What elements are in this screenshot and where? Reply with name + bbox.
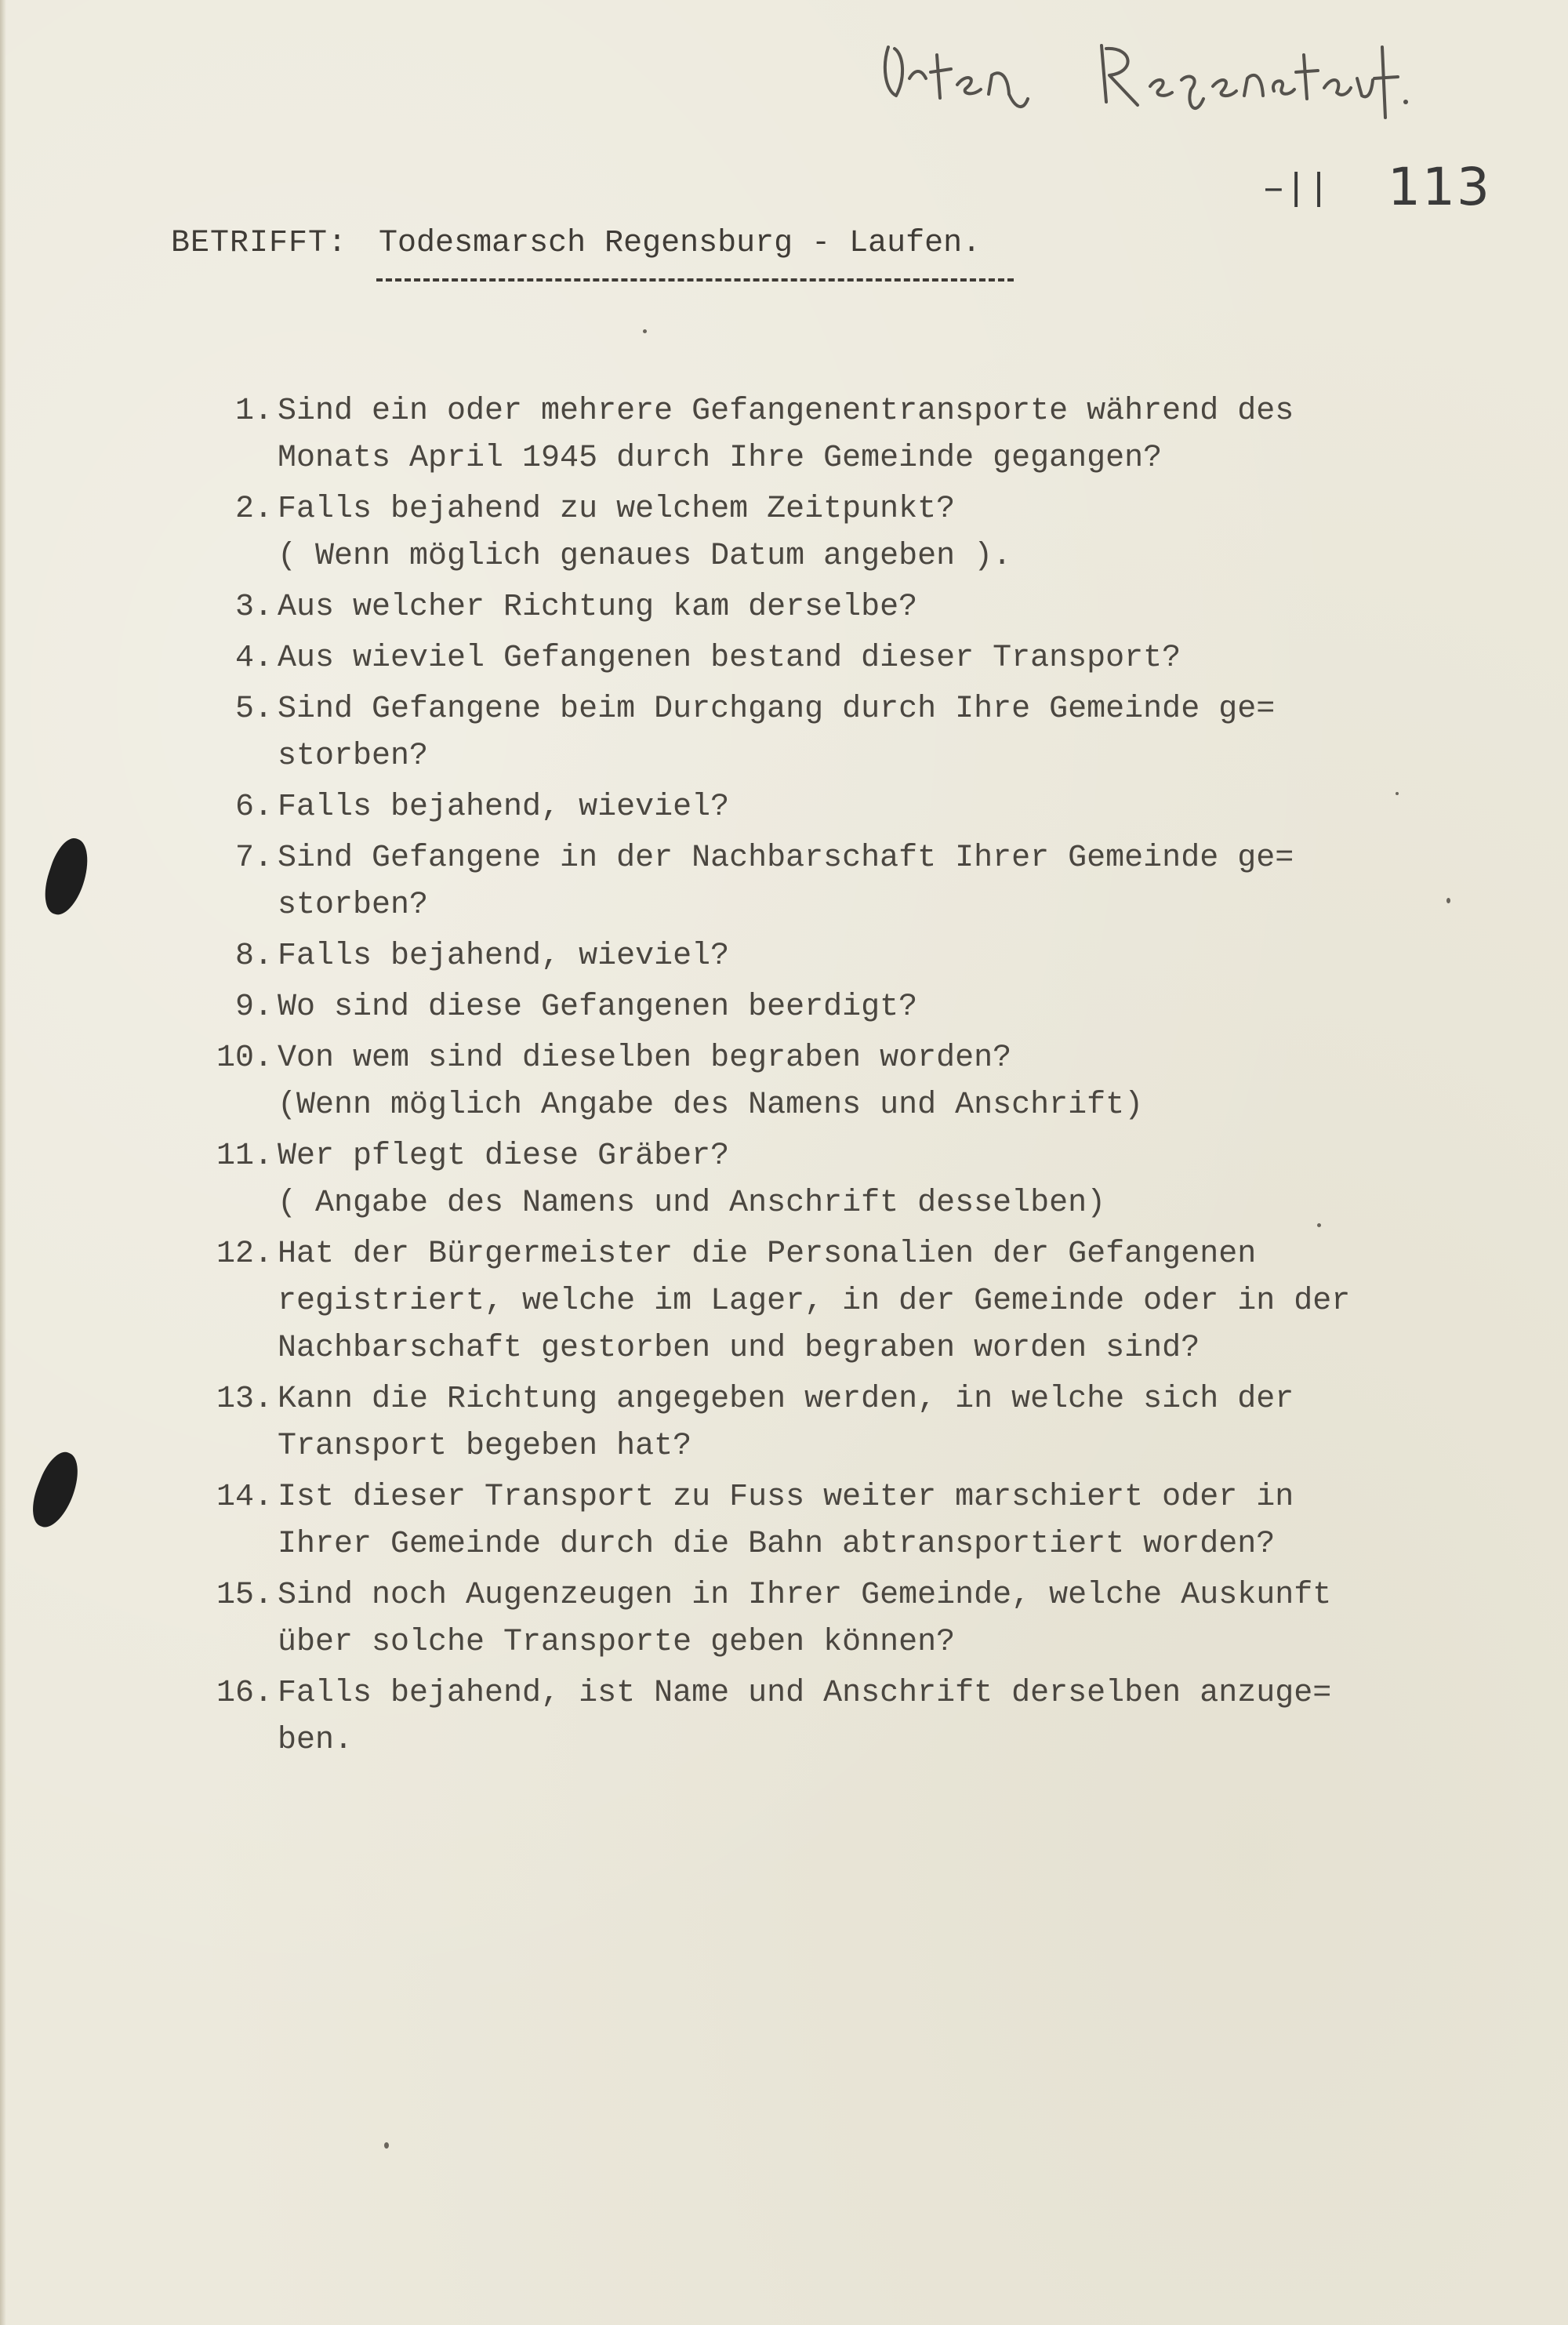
question-number: 5. [234,692,273,727]
question-text: Von wem sind dieselben begraben worden? (Wenn möglich Angabe des Namens und Anschrift) [278,1041,1144,1123]
question-number: 8. [234,939,273,974]
question-number: 14. [216,1480,273,1515]
page-number: 113 [1388,157,1491,217]
handwritten-annotation [874,24,1415,125]
question-text: Sind Gefangene in der Nachbarschaft Ihrer Gemeinde ge= storben? [278,841,1294,923]
subject-underline [376,278,1014,282]
question-item [188,1670,1458,1764]
subject-label: BETRIFFT: [171,226,348,261]
question-text: Hat der Bürgermeister die Personalien der Gefangenen registriert, welche im Lager, in der Gemeinde oder in der Nachbarschaft gestorben und begraben worden sind? [278,1237,1351,1366]
question-text: Ist dieser Transport zu Fuss weiter marschiert oder in Ihrer Gemeinde durch die Bahn abtransportiert worden? [278,1480,1294,1562]
question-item [188,1376,1458,1470]
paper-speck [1396,792,1399,795]
question-text: Aus welcher Richtung kam derselbe? [278,590,918,625]
question-text: Falls bejahend, wieviel? [278,790,730,825]
question-text: Falls bejahend, wieviel? [278,939,730,974]
question-item [188,933,1458,980]
question-number: 6. [234,790,273,825]
question-item [188,1035,1458,1129]
question-item [188,686,1458,780]
question-text: Sind Gefangene beim Durchgang durch Ihre Gemeinde ge= storben? [278,692,1276,774]
question-item [188,1133,1458,1227]
question-number: 1. [234,394,273,429]
paper-speck [1317,1223,1321,1227]
question-number: 9. [234,990,273,1025]
question-text: Wo sind diese Gefangenen beerdigt? [278,990,918,1025]
question-item [188,388,1458,482]
question-item [188,584,1458,631]
question-item [188,835,1458,929]
question-text: Falls bejahend, ist Name und Anschrift derselben anzuge= ben. [278,1676,1332,1758]
question-text: Kann die Richtung angegeben werden, in welche sich der Transport begeben hat? [278,1382,1294,1464]
question-text: Aus wieviel Gefangenen bestand dieser Transport? [278,641,1181,676]
questionnaire-list [188,388,1458,1768]
question-number: 7. [234,841,273,876]
question-text: Falls bejahend zu welchem Zeitpunkt? ( Wenn möglich genaues Datum angeben ). [278,492,1012,574]
question-text: Sind ein oder mehrere Gefangenentransporte während des Monats April 1945 durch Ihre Gemeinde gegangen? [278,394,1294,476]
subject-title: Todesmarsch Regensburg - Laufen. [379,226,982,261]
question-number: 3. [234,590,273,625]
subject-line [171,226,981,261]
question-number: 11. [216,1139,273,1174]
question-number: 15. [216,1578,273,1613]
question-number: 12. [216,1237,273,1272]
paper-speck [643,329,647,333]
question-item [188,1572,1458,1666]
question-number: 16. [216,1676,273,1711]
paper-speck [384,2142,389,2149]
punch-hole [38,834,96,919]
question-number: 13. [216,1382,273,1417]
question-number: 4. [234,641,273,676]
question-number: 10. [216,1041,273,1076]
question-item [188,1231,1458,1372]
question-item [188,635,1458,682]
question-item [188,1474,1458,1568]
question-text: Wer pflegt diese Gräber? ( Angabe des Namens und Anschrift desselben) [278,1139,1106,1221]
page-mark: –|| [1262,169,1330,211]
page-edge-shadow [0,0,6,2325]
question-item [188,486,1458,580]
question-text: Sind noch Augenzeugen in Ihrer Gemeinde, welche Auskunft über solche Transporte geben können? [278,1578,1332,1660]
question-number: 2. [234,492,273,527]
paper-speck [1446,898,1450,903]
question-item [188,784,1458,831]
punch-hole [24,1447,87,1533]
question-item [188,984,1458,1031]
